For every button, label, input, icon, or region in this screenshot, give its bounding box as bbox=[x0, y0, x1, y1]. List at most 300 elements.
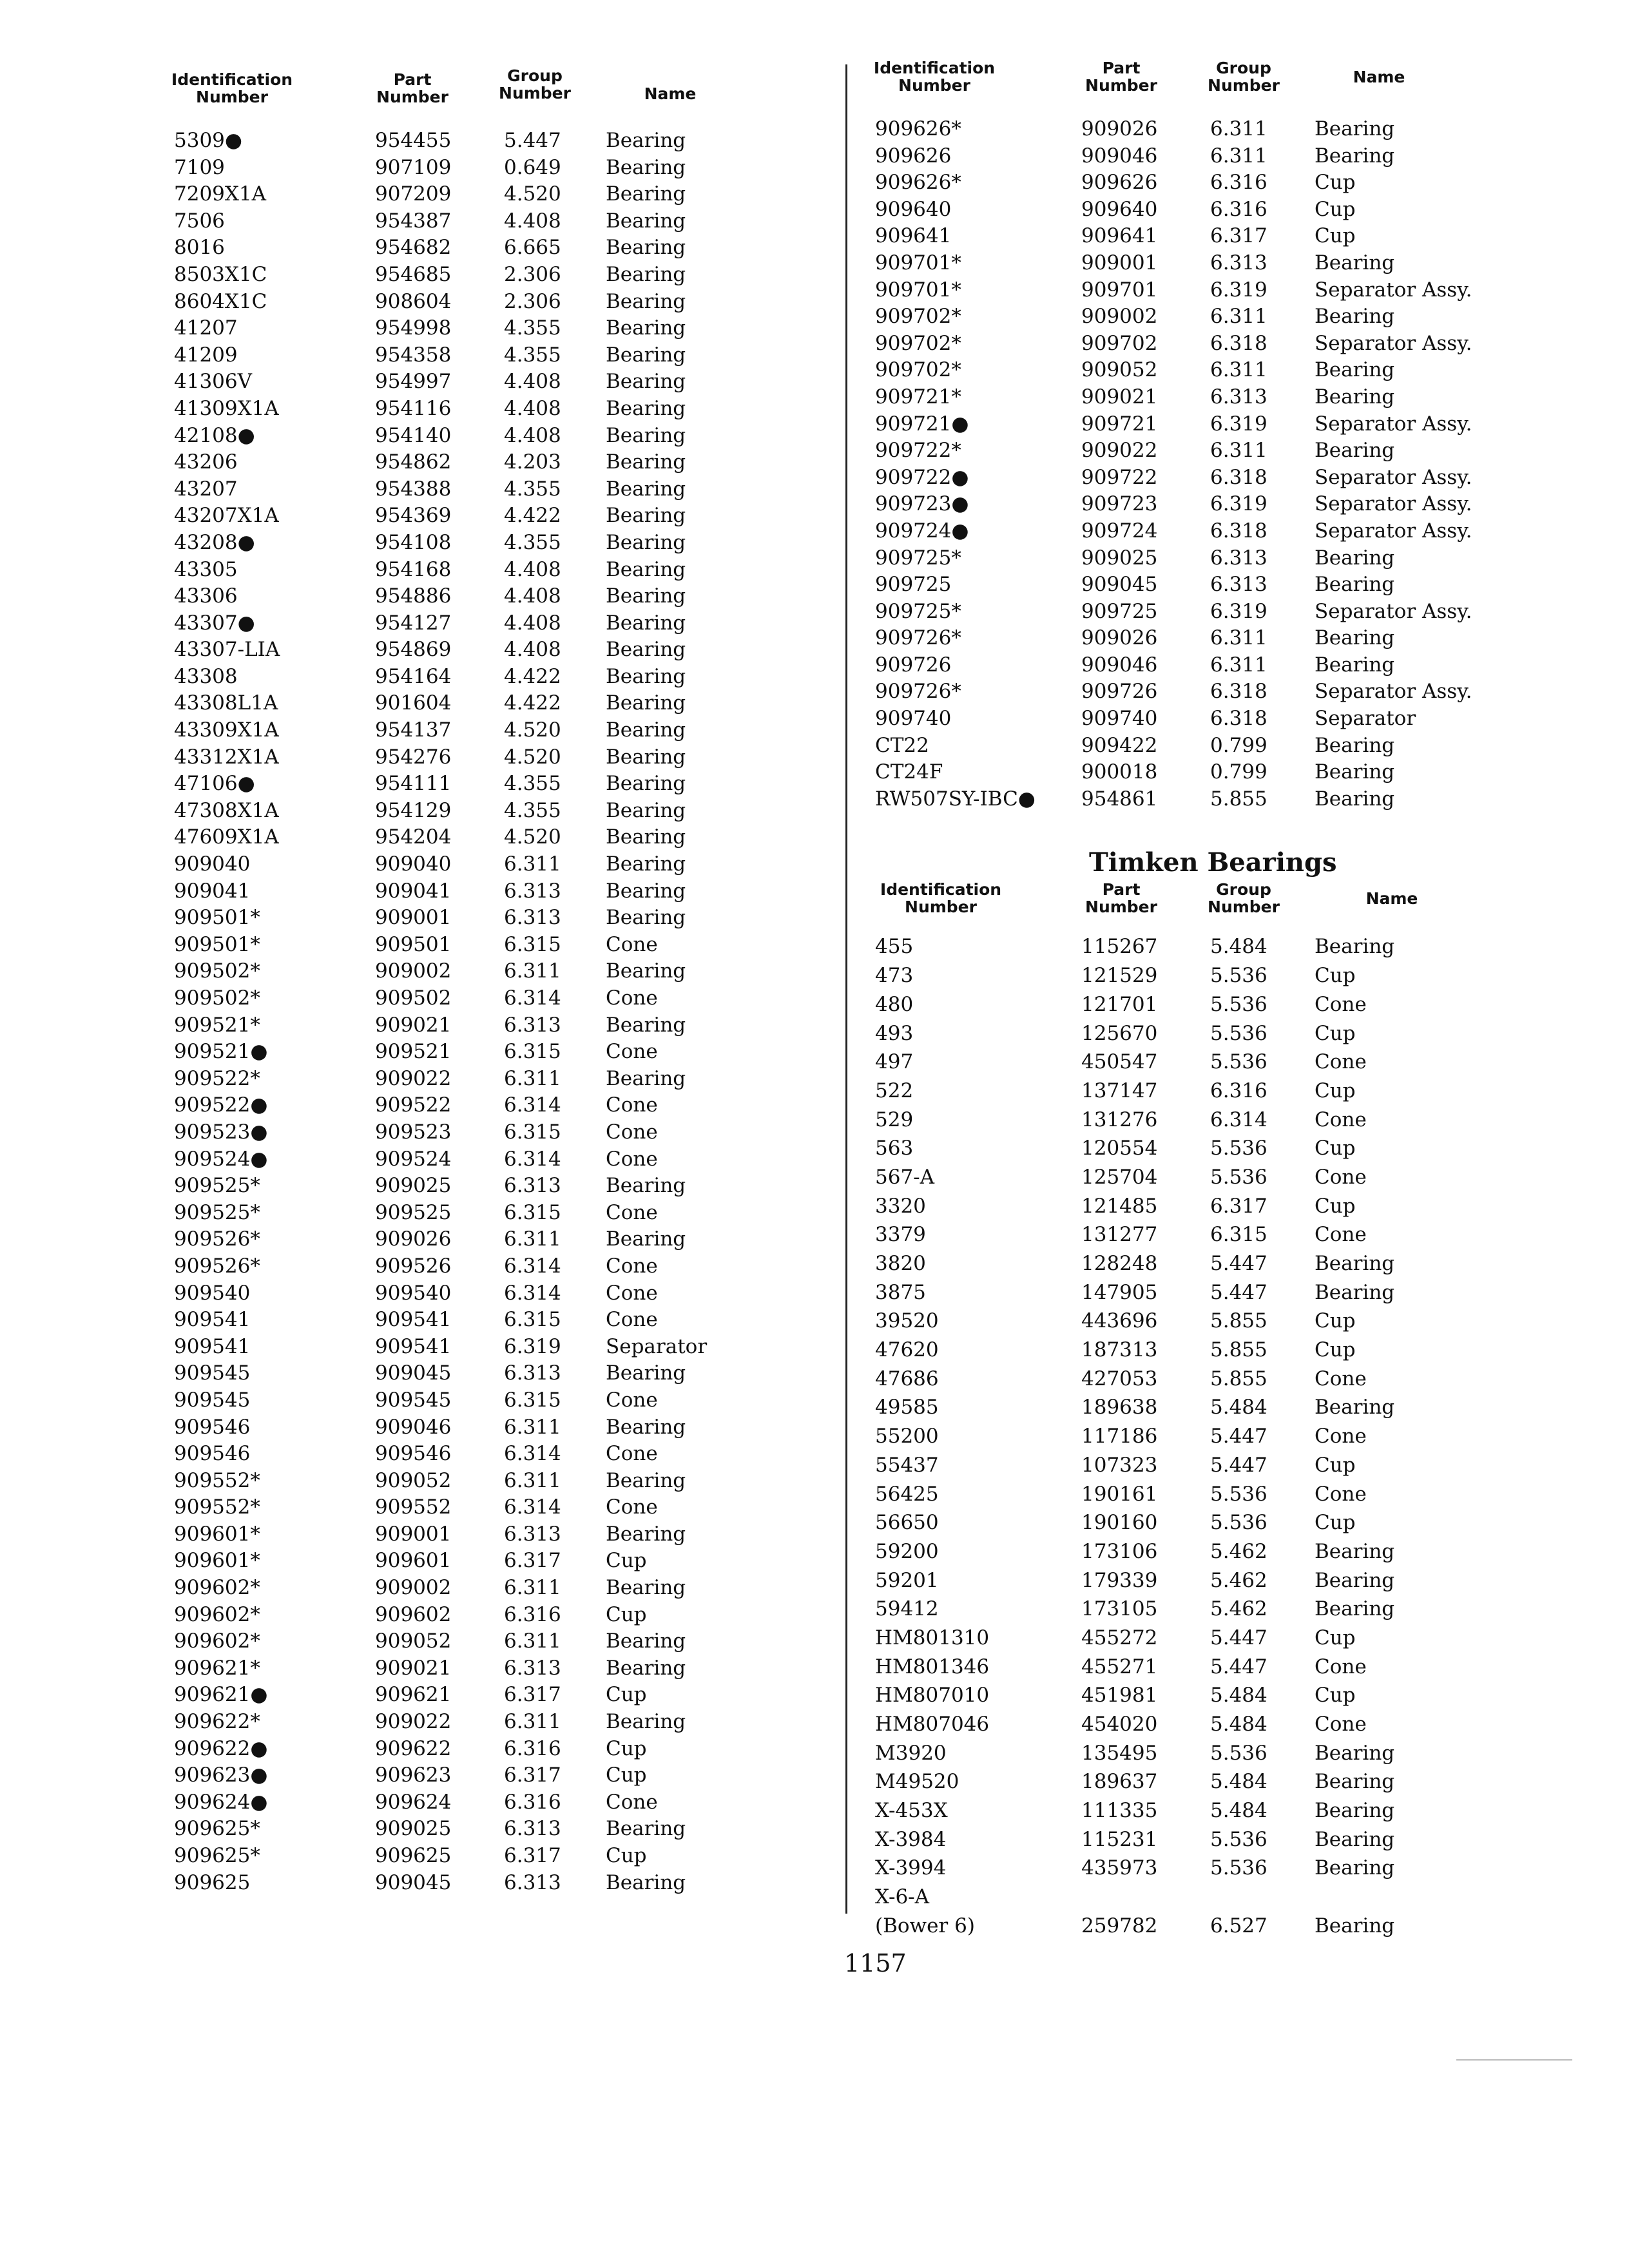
part-number-cell: 900018 bbox=[1081, 760, 1158, 784]
id-cell: 55437 bbox=[875, 1453, 939, 1477]
table-row bbox=[168, 1494, 812, 1521]
table-row bbox=[870, 1912, 1501, 1941]
part-number-cell: 954886 bbox=[375, 584, 452, 608]
group-number-cell: 5.855 bbox=[1210, 1367, 1268, 1390]
id-cell: 47106● bbox=[174, 772, 255, 796]
part-number-cell: 909545 bbox=[375, 1388, 452, 1412]
part-number-cell: 909046 bbox=[375, 1415, 452, 1439]
group-number-cell: 6.313 bbox=[504, 906, 561, 930]
group-number-cell: 6.318 bbox=[1210, 519, 1268, 543]
group-number-cell: 6.311 bbox=[504, 1227, 561, 1251]
table-row bbox=[870, 250, 1501, 277]
part-number-cell: 454020 bbox=[1081, 1713, 1158, 1736]
name-cell: Cone bbox=[1315, 1165, 1367, 1189]
name-cell: Separator Assy. bbox=[1315, 599, 1472, 623]
table-row bbox=[870, 932, 1501, 961]
name-cell: Bearing bbox=[1315, 144, 1395, 168]
group-number-cell: 6.311 bbox=[1210, 144, 1268, 168]
id-cell: 41207 bbox=[174, 316, 238, 340]
group-number-cell: 4.355 bbox=[504, 316, 561, 340]
name-cell: Cone bbox=[606, 1495, 658, 1519]
name-cell: Bearing bbox=[1315, 626, 1395, 650]
group-number-cell: 6.318 bbox=[1210, 331, 1268, 355]
name-cell: Separator Assy. bbox=[1315, 492, 1472, 516]
part-number-cell: 909026 bbox=[1081, 117, 1158, 140]
part-number-cell: 451981 bbox=[1081, 1684, 1158, 1707]
table-row bbox=[168, 1360, 812, 1387]
table-row bbox=[168, 289, 812, 316]
id-cell: 563 bbox=[875, 1137, 914, 1160]
group-number-cell: 6.316 bbox=[504, 1790, 561, 1814]
group-number-cell: 5.536 bbox=[1210, 1137, 1268, 1160]
group-number-cell: 6.311 bbox=[504, 1576, 561, 1600]
id-cell: 909621● bbox=[174, 1683, 268, 1707]
table-row bbox=[870, 437, 1501, 465]
name-cell: Cone bbox=[606, 1442, 658, 1466]
part-number-cell: 954388 bbox=[375, 477, 452, 501]
table-row bbox=[168, 1119, 812, 1146]
group-number-cell: 6.311 bbox=[504, 1710, 561, 1734]
table-row bbox=[168, 128, 812, 155]
name-cell: Bearing bbox=[1315, 385, 1395, 408]
part-number-cell: 954111 bbox=[375, 772, 452, 796]
table-row bbox=[870, 1854, 1501, 1883]
id-cell: 7109 bbox=[174, 155, 225, 179]
part-number-cell: 189638 bbox=[1081, 1396, 1158, 1419]
name-cell: Separator bbox=[1315, 707, 1416, 731]
name-cell: Bearing bbox=[606, 504, 686, 528]
id-cell: 909525* bbox=[174, 1200, 260, 1224]
table-row bbox=[870, 1278, 1501, 1307]
part-number-cell: 909523 bbox=[375, 1120, 452, 1144]
name-cell: Bearing bbox=[606, 370, 686, 394]
table-row bbox=[870, 1681, 1501, 1710]
column-divider bbox=[845, 64, 847, 1914]
name-cell: Bearing bbox=[606, 664, 686, 688]
group-number-cell: 4.355 bbox=[504, 772, 561, 796]
group-number-cell: 6.314 bbox=[504, 1147, 561, 1171]
group-number-cell: 6.313 bbox=[504, 1174, 561, 1198]
table-row bbox=[870, 1077, 1501, 1106]
part-number-cell: 954168 bbox=[375, 557, 452, 581]
group-number-cell: 6.527 bbox=[1210, 1914, 1268, 1937]
name-cell: Separator Assy. bbox=[1315, 519, 1472, 543]
name-cell: Cone bbox=[1315, 1108, 1367, 1131]
id-cell: 909740 bbox=[875, 707, 952, 731]
table-row bbox=[168, 985, 812, 1012]
id-cell: 3379 bbox=[875, 1223, 926, 1247]
name-cell: Cone bbox=[606, 1790, 658, 1814]
id-cell: 3875 bbox=[875, 1280, 926, 1304]
part-number-cell: 137147 bbox=[1081, 1079, 1158, 1102]
id-cell: 909552* bbox=[174, 1495, 260, 1519]
id-cell: 909721● bbox=[875, 412, 969, 436]
id-cell: 909626 bbox=[875, 144, 952, 168]
part-number-cell: 909026 bbox=[1081, 626, 1158, 650]
id-cell: 909622● bbox=[174, 1736, 268, 1760]
group-number-cell: 6.313 bbox=[1210, 251, 1268, 274]
id-cell: 493 bbox=[875, 1021, 914, 1045]
name-cell: Bearing bbox=[606, 423, 686, 447]
name-cell: Cup bbox=[1315, 197, 1356, 221]
table-row bbox=[870, 1220, 1501, 1249]
group-number-cell: 6.315 bbox=[504, 1200, 561, 1224]
name-cell: Bearing bbox=[606, 798, 686, 822]
part-number-cell: 908604 bbox=[375, 289, 452, 313]
id-cell: 455 bbox=[875, 935, 914, 959]
table-row bbox=[870, 1365, 1501, 1394]
group-number-cell: 4.408 bbox=[504, 638, 561, 662]
name-cell: Bearing bbox=[606, 852, 686, 876]
part-number-cell: 909040 bbox=[375, 852, 452, 876]
table-row bbox=[870, 1508, 1501, 1537]
id-cell: 43305 bbox=[174, 557, 238, 581]
part-number-cell: 125704 bbox=[1081, 1165, 1158, 1189]
part-number-cell: 954861 bbox=[1081, 787, 1158, 811]
group-number-cell: 6.311 bbox=[504, 852, 561, 876]
part-number-cell: 954129 bbox=[375, 798, 452, 822]
id-cell: M3920 bbox=[875, 1741, 947, 1765]
part-number-cell: 909045 bbox=[375, 1361, 452, 1385]
table-row bbox=[168, 744, 812, 771]
name-cell: Cone bbox=[1315, 992, 1367, 1016]
name-cell: Cup bbox=[1315, 1079, 1356, 1102]
id-cell: 909601* bbox=[174, 1522, 260, 1546]
id-cell: 909040 bbox=[174, 852, 251, 876]
name-cell: Bearing bbox=[1315, 1280, 1395, 1304]
id-cell: 909541 bbox=[174, 1334, 251, 1358]
group-number-cell: 2.306 bbox=[504, 262, 561, 286]
group-number-cell: 6.316 bbox=[1210, 171, 1268, 195]
part-number-cell: 909721 bbox=[1081, 412, 1158, 436]
group-number-cell: 0.649 bbox=[504, 155, 561, 179]
id-cell: 909526* bbox=[174, 1227, 260, 1251]
part-number-cell: 909025 bbox=[1081, 546, 1158, 570]
group-number-cell: 6.314 bbox=[504, 986, 561, 1010]
id-cell: 43206 bbox=[174, 450, 238, 474]
group-number-cell: 6.313 bbox=[1210, 546, 1268, 570]
part-number-cell: 909740 bbox=[1081, 707, 1158, 731]
table-row bbox=[870, 1767, 1501, 1796]
part-number-cell: 909022 bbox=[375, 1710, 452, 1734]
id-cell: 47686 bbox=[875, 1367, 939, 1390]
table-row bbox=[870, 1566, 1501, 1595]
id-cell: 567-A bbox=[875, 1165, 935, 1189]
part-number-cell: 435973 bbox=[1081, 1856, 1158, 1880]
name-cell: Bearing bbox=[1315, 117, 1395, 140]
name-cell: Separator Assy. bbox=[1315, 331, 1472, 355]
part-number-cell: 909521 bbox=[375, 1040, 452, 1064]
table-row bbox=[870, 303, 1501, 331]
header-name: Name bbox=[1365, 889, 1418, 908]
name-cell: Bearing bbox=[606, 209, 686, 233]
id-cell: 909041 bbox=[174, 879, 251, 903]
name-cell: Cup bbox=[1315, 1021, 1356, 1045]
part-number-cell: 954204 bbox=[375, 825, 452, 849]
name-cell: Bearing bbox=[606, 343, 686, 367]
part-number-cell: 909724 bbox=[1081, 519, 1158, 543]
part-number-cell: 901604 bbox=[375, 691, 452, 715]
part-number-cell: 443696 bbox=[1081, 1309, 1158, 1333]
name-cell: Bearing bbox=[606, 129, 686, 152]
group-number-cell: 6.313 bbox=[504, 1656, 561, 1680]
name-cell: Bearing bbox=[606, 1227, 686, 1251]
name-cell: Bearing bbox=[606, 1468, 686, 1492]
part-number-cell: 909022 bbox=[375, 1066, 452, 1090]
name-cell: Cone bbox=[606, 1281, 658, 1305]
part-number-cell: 450547 bbox=[1081, 1050, 1158, 1074]
part-number-cell: 954276 bbox=[375, 745, 452, 769]
id-cell: 47308X1A bbox=[174, 798, 279, 822]
part-number-cell: 909002 bbox=[375, 959, 452, 983]
name-cell: Cup bbox=[1315, 1626, 1356, 1649]
group-number-cell: 4.355 bbox=[504, 477, 561, 501]
id-cell: 43308L1A bbox=[174, 691, 278, 715]
group-number-cell: 4.355 bbox=[504, 530, 561, 554]
name-cell: Bearing bbox=[1315, 1539, 1395, 1563]
part-number-cell: 173105 bbox=[1081, 1597, 1158, 1621]
table-row bbox=[870, 357, 1501, 384]
name-cell: Bearing bbox=[1315, 1396, 1395, 1419]
table-row bbox=[870, 1537, 1501, 1566]
id-cell: 43207 bbox=[174, 477, 238, 501]
name-cell: Bearing bbox=[606, 262, 686, 286]
table-row bbox=[168, 958, 812, 985]
table-row bbox=[168, 1280, 812, 1307]
id-cell: X-6-A bbox=[875, 1885, 930, 1909]
table-row bbox=[168, 664, 812, 691]
name-cell: Bearing bbox=[1315, 546, 1395, 570]
id-cell: HM801310 bbox=[875, 1626, 990, 1649]
table-row bbox=[870, 1422, 1501, 1451]
name-cell: Separator Assy. bbox=[1315, 278, 1472, 302]
group-number-cell: 6.311 bbox=[504, 1629, 561, 1653]
name-cell: Bearing bbox=[1315, 251, 1395, 274]
table-row bbox=[870, 1134, 1501, 1163]
name-cell: Cone bbox=[606, 1120, 658, 1144]
part-number-cell: 909625 bbox=[375, 1844, 452, 1867]
name-cell: Bearing bbox=[606, 691, 686, 715]
id-cell: 909602* bbox=[174, 1576, 260, 1600]
part-number-cell: 909626 bbox=[1081, 171, 1158, 195]
group-number-cell: 5.536 bbox=[1210, 1856, 1268, 1880]
table-row bbox=[168, 1602, 812, 1629]
part-number-cell: 121529 bbox=[1081, 964, 1158, 988]
name-cell: Cone bbox=[1315, 1482, 1367, 1506]
part-number-cell: 909022 bbox=[1081, 439, 1158, 463]
name-cell: Bearing bbox=[606, 1066, 686, 1090]
id-cell: 909546 bbox=[174, 1415, 251, 1439]
id-cell: 43312X1A bbox=[174, 745, 279, 769]
id-cell: 7209X1A bbox=[174, 182, 267, 206]
table-row bbox=[168, 932, 812, 959]
left-table-header bbox=[168, 66, 812, 128]
name-cell: Bearing bbox=[606, 611, 686, 635]
group-number-cell: 6.319 bbox=[1210, 278, 1268, 302]
name-cell: Bearing bbox=[606, 289, 686, 313]
group-number-cell: 6.313 bbox=[504, 1817, 561, 1841]
part-number-cell: 909602 bbox=[375, 1602, 452, 1626]
id-cell: 909601* bbox=[174, 1549, 260, 1573]
table-row bbox=[870, 1048, 1501, 1077]
table-row bbox=[870, 1163, 1501, 1192]
id-cell: 3320 bbox=[875, 1194, 926, 1218]
name-cell: Cone bbox=[606, 1388, 658, 1412]
part-number-cell: 909522 bbox=[375, 1093, 452, 1117]
part-number-cell: 907109 bbox=[375, 155, 452, 179]
group-number-cell: 4.203 bbox=[504, 450, 561, 474]
table-row bbox=[870, 491, 1501, 518]
id-cell: 909723● bbox=[875, 492, 969, 516]
part-number-cell: 954869 bbox=[375, 638, 452, 662]
part-number-cell: 954140 bbox=[375, 423, 452, 447]
id-cell: 43306 bbox=[174, 584, 238, 608]
table-row bbox=[168, 1066, 812, 1093]
table-row bbox=[168, 1253, 812, 1280]
name-cell: Separator Assy. bbox=[1315, 412, 1472, 436]
name-cell: Bearing bbox=[606, 155, 686, 179]
id-cell: 909521* bbox=[174, 1013, 260, 1037]
name-cell: Cone bbox=[606, 1040, 658, 1064]
table-row bbox=[168, 1762, 812, 1789]
part-number-cell: 909026 bbox=[375, 1227, 452, 1251]
name-cell: Bearing bbox=[606, 772, 686, 796]
left-table-body bbox=[168, 128, 812, 1896]
part-number-cell: 125670 bbox=[1081, 1021, 1158, 1045]
name-cell: Bearing bbox=[606, 1629, 686, 1653]
group-number-cell: 5.484 bbox=[1210, 1684, 1268, 1707]
name-cell: Bearing bbox=[606, 1174, 686, 1198]
group-number-cell: 6.317 bbox=[504, 1549, 561, 1573]
name-cell: Bearing bbox=[1315, 439, 1395, 463]
part-number-cell: 954998 bbox=[375, 316, 452, 340]
part-number-cell: 909052 bbox=[375, 1468, 452, 1492]
group-number-cell: 6.311 bbox=[1210, 358, 1268, 382]
name-cell: Bearing bbox=[606, 1361, 686, 1385]
name-cell: Bearing bbox=[606, 530, 686, 554]
part-number-cell: 909045 bbox=[1081, 573, 1158, 597]
part-number-cell: 909624 bbox=[375, 1790, 452, 1814]
table-row bbox=[168, 1092, 812, 1119]
table-row bbox=[168, 610, 812, 637]
group-number-cell: 5.462 bbox=[1210, 1597, 1268, 1621]
id-cell: 909545 bbox=[174, 1361, 251, 1385]
id-cell: 55200 bbox=[875, 1425, 939, 1448]
id-cell: 8503X1C bbox=[174, 262, 267, 286]
group-number-cell: 6.319 bbox=[1210, 492, 1268, 516]
name-cell: Bearing bbox=[606, 316, 686, 340]
header-name: Name bbox=[1353, 68, 1405, 86]
name-cell: Bearing bbox=[606, 906, 686, 930]
part-number-cell: 909025 bbox=[375, 1817, 452, 1841]
table-row bbox=[168, 1468, 812, 1495]
part-number-cell: 909621 bbox=[375, 1683, 452, 1707]
name-cell: Cup bbox=[1315, 964, 1356, 988]
table-row bbox=[168, 449, 812, 476]
id-cell: 909546 bbox=[174, 1442, 251, 1466]
table-row bbox=[168, 1200, 812, 1227]
name-cell: Bearing bbox=[606, 1817, 686, 1841]
group-number-cell: 6.318 bbox=[1210, 465, 1268, 489]
id-cell: 909623● bbox=[174, 1763, 268, 1787]
id-cell: 909624● bbox=[174, 1790, 268, 1814]
name-cell: Bearing bbox=[1315, 305, 1395, 329]
part-number-cell: 909541 bbox=[375, 1308, 452, 1332]
name-cell: Bearing bbox=[606, 450, 686, 474]
timken-table-body bbox=[870, 932, 1501, 1940]
group-number-cell: 6.315 bbox=[504, 932, 561, 956]
table-row bbox=[870, 1883, 1501, 1912]
table-row bbox=[168, 637, 812, 664]
group-number-cell: 5.855 bbox=[1210, 1338, 1268, 1362]
part-number-cell: 131277 bbox=[1081, 1223, 1158, 1247]
timken-table-header bbox=[870, 881, 1501, 932]
part-number-cell: 121485 bbox=[1081, 1194, 1158, 1218]
name-cell: Bearing bbox=[606, 1656, 686, 1680]
id-cell: 39520 bbox=[875, 1309, 939, 1333]
group-number-cell: 4.520 bbox=[504, 825, 561, 849]
table-row bbox=[168, 1146, 812, 1173]
part-number-cell: 909021 bbox=[1081, 385, 1158, 408]
id-cell: 43309X1A bbox=[174, 718, 279, 742]
part-number-cell: 909422 bbox=[1081, 733, 1158, 757]
id-cell: 59412 bbox=[875, 1597, 939, 1621]
table-row bbox=[870, 1653, 1501, 1682]
part-number-cell: 909526 bbox=[375, 1254, 452, 1278]
table-row bbox=[168, 1682, 812, 1709]
id-cell: 47609X1A bbox=[174, 825, 279, 849]
group-number-cell: 6.319 bbox=[504, 1334, 561, 1358]
name-cell: Cup bbox=[1315, 1684, 1356, 1707]
id-cell: 909701* bbox=[875, 278, 961, 302]
name-cell: Bearing bbox=[606, 1870, 686, 1894]
table-row bbox=[870, 706, 1501, 733]
group-number-cell: 6.315 bbox=[504, 1120, 561, 1144]
part-number-cell: 909641 bbox=[1081, 224, 1158, 248]
part-number-cell: 909541 bbox=[375, 1334, 452, 1358]
id-cell: 909641 bbox=[875, 224, 952, 248]
name-cell: Bearing bbox=[1315, 935, 1395, 959]
part-number-cell: 120554 bbox=[1081, 1137, 1158, 1160]
group-number-cell: 6.314 bbox=[504, 1093, 561, 1117]
id-cell: 909522● bbox=[174, 1093, 268, 1117]
id-cell: 480 bbox=[875, 992, 914, 1016]
table-row bbox=[168, 1441, 812, 1468]
part-number-cell: 909546 bbox=[375, 1442, 452, 1466]
table-row bbox=[168, 905, 812, 932]
name-cell: Bearing bbox=[606, 1710, 686, 1734]
name-cell: Bearing bbox=[1315, 1770, 1395, 1794]
name-cell: Bearing bbox=[1315, 787, 1395, 811]
table-row bbox=[168, 1307, 812, 1334]
part-number-cell: 909501 bbox=[375, 932, 452, 956]
part-number-cell: 909722 bbox=[1081, 465, 1158, 489]
group-number-cell: 6.311 bbox=[1210, 305, 1268, 329]
name-cell: Bearing bbox=[606, 959, 686, 983]
left-column bbox=[168, 66, 812, 1896]
table-row bbox=[168, 1789, 812, 1816]
id-cell: 909640 bbox=[875, 197, 952, 221]
table-row bbox=[870, 1796, 1501, 1825]
part-number-cell: 909701 bbox=[1081, 278, 1158, 302]
group-number-cell: 6.313 bbox=[504, 1522, 561, 1546]
part-number-cell: 909041 bbox=[375, 879, 452, 903]
group-number-cell: 5.536 bbox=[1210, 1021, 1268, 1045]
group-number-cell: 4.520 bbox=[504, 745, 561, 769]
table-row bbox=[168, 1387, 812, 1414]
table-row bbox=[870, 1595, 1501, 1624]
id-cell: 909602* bbox=[174, 1629, 260, 1653]
